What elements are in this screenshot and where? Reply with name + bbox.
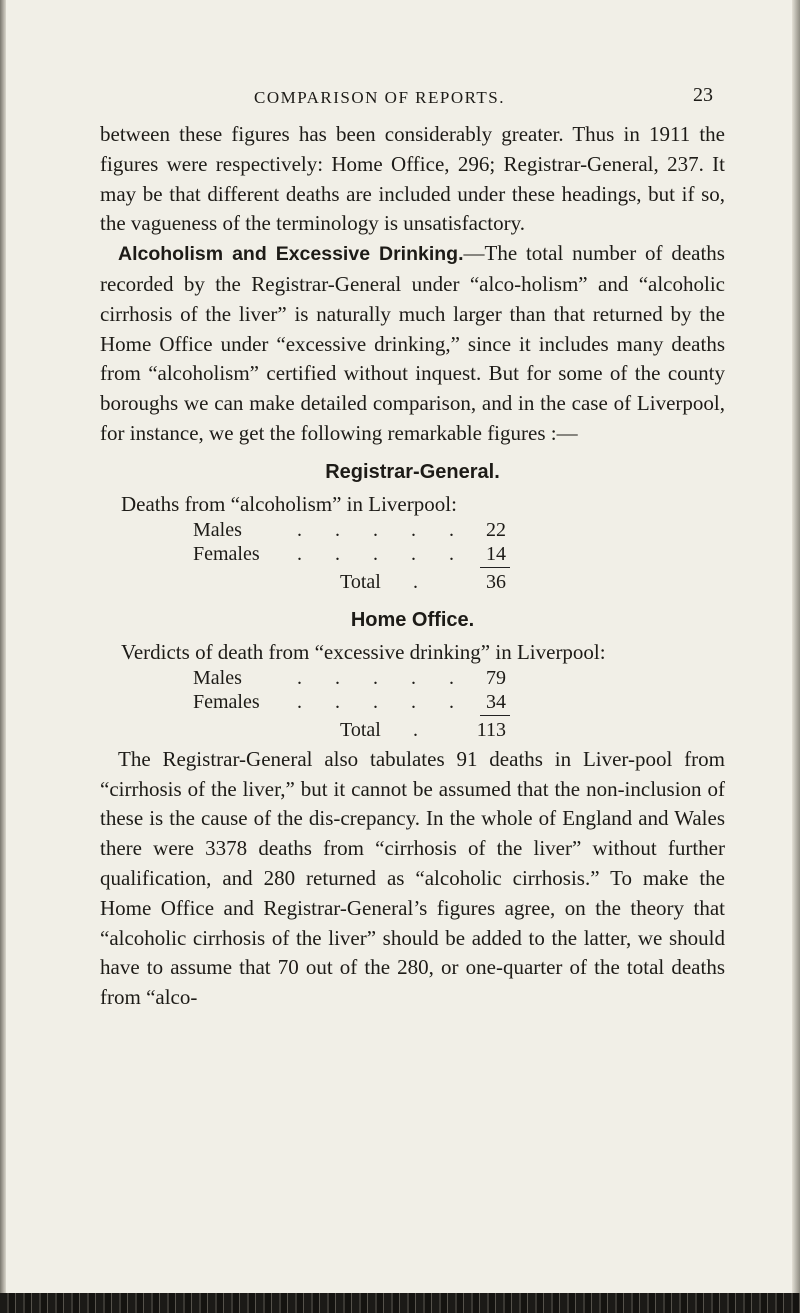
leader-dots: . . . . . [297, 666, 468, 689]
total-label: Total [340, 570, 381, 593]
section-run-in-heading: Alcoholism and Excessive Drinking. [118, 243, 464, 266]
stat-label: Females [193, 690, 260, 713]
paragraph-2 [100, 239, 725, 449]
total-value: 36 [486, 570, 506, 593]
leader-dots: . . . . . [297, 690, 468, 713]
stat-value: 14 [486, 542, 506, 565]
total-label: Total [340, 718, 381, 741]
home-office-stats-table [193, 667, 573, 745]
running-head-title: COMPARISON OF REPORTS. [254, 88, 506, 107]
paragraph-3: The Registrar-General also tabulates 91 deaths in Liver-pool from “cirrhosis of the liver,” but it cannot be assumed that the non-inclusion of these is the cause of the dis-crepancy. In the whole of England and Wales there were 3378 deaths from “cirrhosis of the liver” without further qualification, and 280 returned as “alcoholic cirrhosis.” To make the Home Office and Registrar-General’s figures agree, on the theory that “alcoholic cirrhosis of the liver” should be added to the latter, we should have to assume that 70 out of the 280, or one-quarter of the total deaths from “alco- [100, 746, 725, 1010]
total-value: 113 [476, 718, 506, 741]
paragraph-2-text: —The total number of deaths recorded by the Registrar-General under “alco-holism” and “alcoholic cirrhosis of the liver” is naturally much larger than that returned by the Home Office under “excessive drinking,” since it includes many deaths from “alcoholism” certified without inquest. But for some of the county boroughs we can make detailed comparison, and in the case of Liverpool, for instance, we get the following remarkable figures :— [100, 241, 725, 445]
page-edge-right [792, 0, 800, 1313]
leader-dots: . . . . . [297, 542, 468, 565]
stat-row [193, 543, 573, 567]
home-office-heading: Home Office. [350, 608, 475, 631]
page-number: 23 [693, 84, 713, 106]
scan-bottom-band [0, 1293, 800, 1313]
page-content [100, 84, 725, 1013]
total-row [193, 567, 573, 597]
registrar-general-heading: Registrar-General. [325, 460, 500, 483]
leader-dot: . [413, 718, 418, 741]
stat-row [193, 691, 573, 715]
total-row [193, 715, 573, 745]
leader-dots: . . . . . [297, 518, 468, 541]
stat-value: 79 [486, 666, 506, 689]
home-office-lead-line: Verdicts of death from “excessive drinking” in Liverpool: [121, 639, 606, 664]
stat-value: 22 [486, 518, 506, 541]
stat-row [193, 667, 573, 691]
paragraph-1: between these figures has been considerably greater. Thus in 1911 the figures were respectively: Home Office, 296; Registrar-General, 237. It may be that different deaths are included under these headings, but if so, the vagueness of the terminology is unsatisfactory. [100, 122, 725, 236]
stat-label: Females [193, 542, 260, 565]
stat-row [193, 519, 573, 543]
page-edge-left [0, 0, 6, 1313]
stat-label: Males [193, 666, 242, 689]
registrar-lead-line: Deaths from “alcoholism” in Liverpool: [121, 491, 457, 516]
leader-dot: . [413, 570, 418, 593]
stat-label: Males [193, 518, 242, 541]
running-head [100, 84, 725, 120]
stat-value: 34 [486, 690, 506, 713]
registrar-stats-table [193, 519, 573, 597]
